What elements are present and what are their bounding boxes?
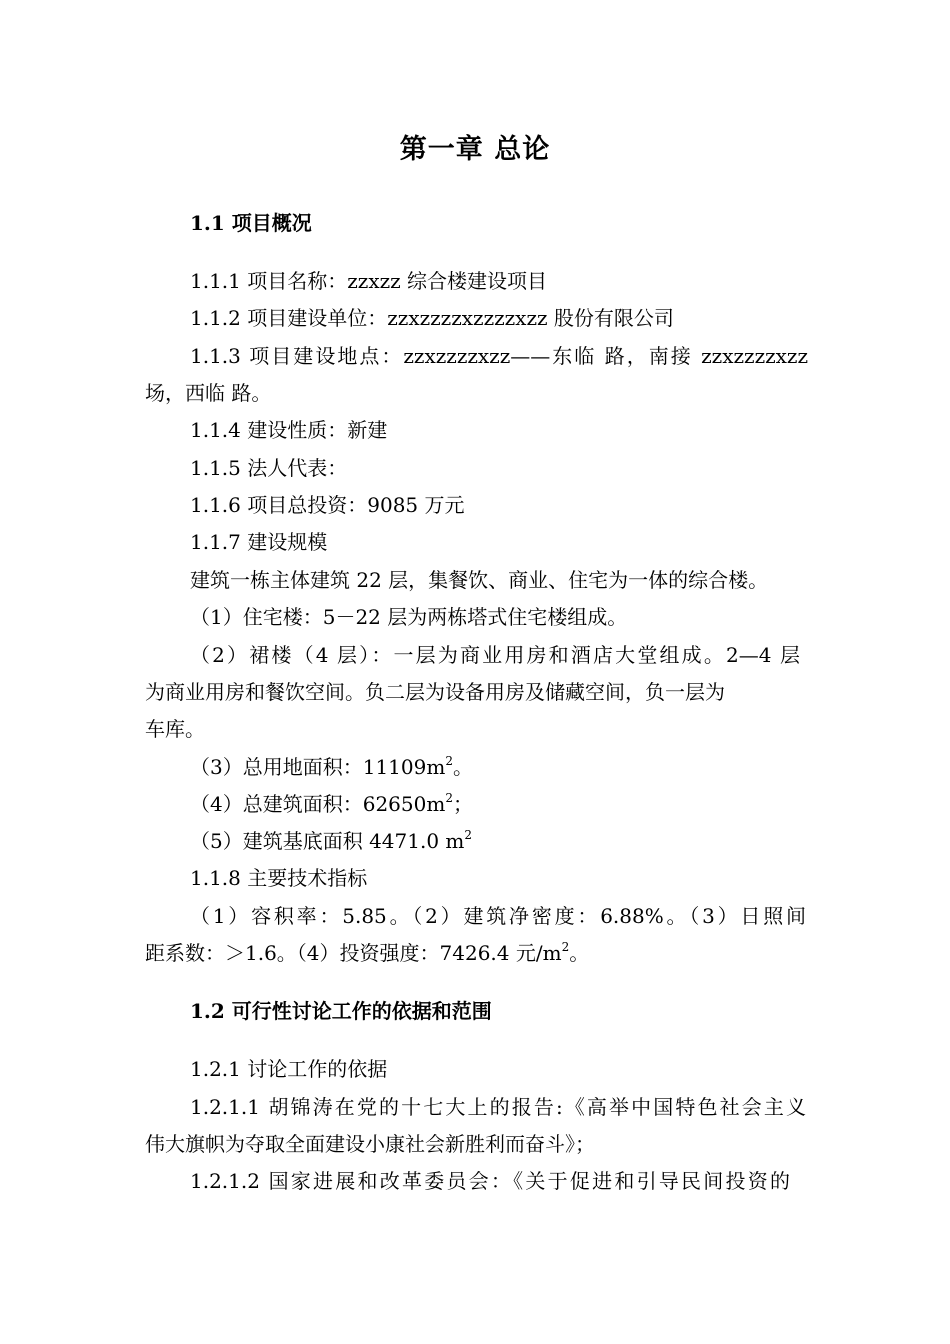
section-heading-1-1: 1.1 项目概况 — [190, 211, 312, 235]
item-1-2-1: 1.2.1 讨论工作的依据 — [190, 1057, 388, 1081]
item-1-1-4: 1.1.4 建设性质：新建 — [190, 418, 388, 442]
item-1-1-7-point-2-line-1: （2）裙楼（4 层）：一层为商业用房和酒店大堂组成。2—4 层 — [190, 643, 800, 667]
item-1-1-8-line-1: （1）容积率：5.85。（2）建筑净密度：6.88%。（3）日照间 — [190, 904, 806, 928]
land-area-text: （3）总用地面积：11109m — [190, 755, 446, 779]
land-area-end: 。 — [452, 755, 473, 779]
item-1-1-7-description: 建筑一栋主体建筑 22 层，集餐饮、商业、住宅为一体的综合楼。 — [190, 568, 769, 592]
item-1-1-8-line-2 — [145, 939, 589, 967]
item-1-2-1-1-line-1: 1.2.1.1 胡锦涛在党的十七大上的报告:《高举中国特色社会主义 — [190, 1095, 806, 1119]
indicators-end: 。 — [569, 941, 590, 965]
item-1-1-2: 1.1.2 项目建设单位：zzxzzzzxzzzzxzz 股份有限公司 — [190, 306, 674, 330]
item-1-1-3-line-1: 1.1.3 项目建设地点：zzxzzzzxzz——东临 路，南接 zzxzzzzxzz — [190, 344, 808, 368]
building-area-end: ； — [452, 792, 473, 816]
section-heading-1-2: 1.2 可行性讨论工作的依据和范围 — [190, 999, 492, 1023]
building-area-text: （4）总建筑面积：62650m — [190, 792, 446, 816]
item-1-1-7-point-2-line-2: 为商业用房和餐饮空间。负二层为设备用房及储藏空间，负一层为 — [145, 680, 725, 704]
chapter-title: 第一章 总论 — [399, 134, 551, 165]
item-1-2-1-2-line-1: 1.2.1.2 国家进展和改革委员会：《关于促进和引导民间投资的 — [190, 1169, 790, 1193]
base-area-text: （5）建筑基底面积 4471.0 m — [190, 829, 465, 853]
item-1-1-8: 1.1.8 主要技术指标 — [190, 866, 368, 890]
square-superscript: 2 — [445, 754, 453, 768]
indicators-text: 距系数：＞1.6。（4）投资强度：7426.4 元/m — [145, 941, 562, 965]
square-superscript: 2 — [445, 791, 453, 805]
item-1-1-7-point-5 — [190, 827, 472, 855]
item-1-1-7-point-1: （1）住宅楼：5－22 层为两栋塔式住宅楼组成。 — [190, 605, 628, 629]
square-superscript: 2 — [464, 828, 473, 842]
item-1-1-1: 1.1.1 项目名称：zzxzz 综合楼建设项目 — [190, 269, 548, 293]
item-1-1-3-line-2: 场，西临 路。 — [145, 381, 272, 405]
item-1-1-5: 1.1.5 法人代表： — [190, 456, 348, 480]
item-1-1-6: 1.1.6 项目总投资：9085 万元 — [190, 493, 465, 517]
item-1-2-1-1-line-2: 伟大旗帜为夺取全面建设小康社会新胜利而奋斗》； — [145, 1132, 595, 1156]
square-superscript: 2 — [561, 940, 570, 954]
item-1-1-7: 1.1.7 建设规模 — [190, 530, 328, 554]
item-1-1-7-point-2-line-3: 车库。 — [145, 717, 205, 741]
item-1-1-7-point-4 — [190, 790, 473, 818]
item-1-1-7-point-3 — [190, 753, 473, 781]
